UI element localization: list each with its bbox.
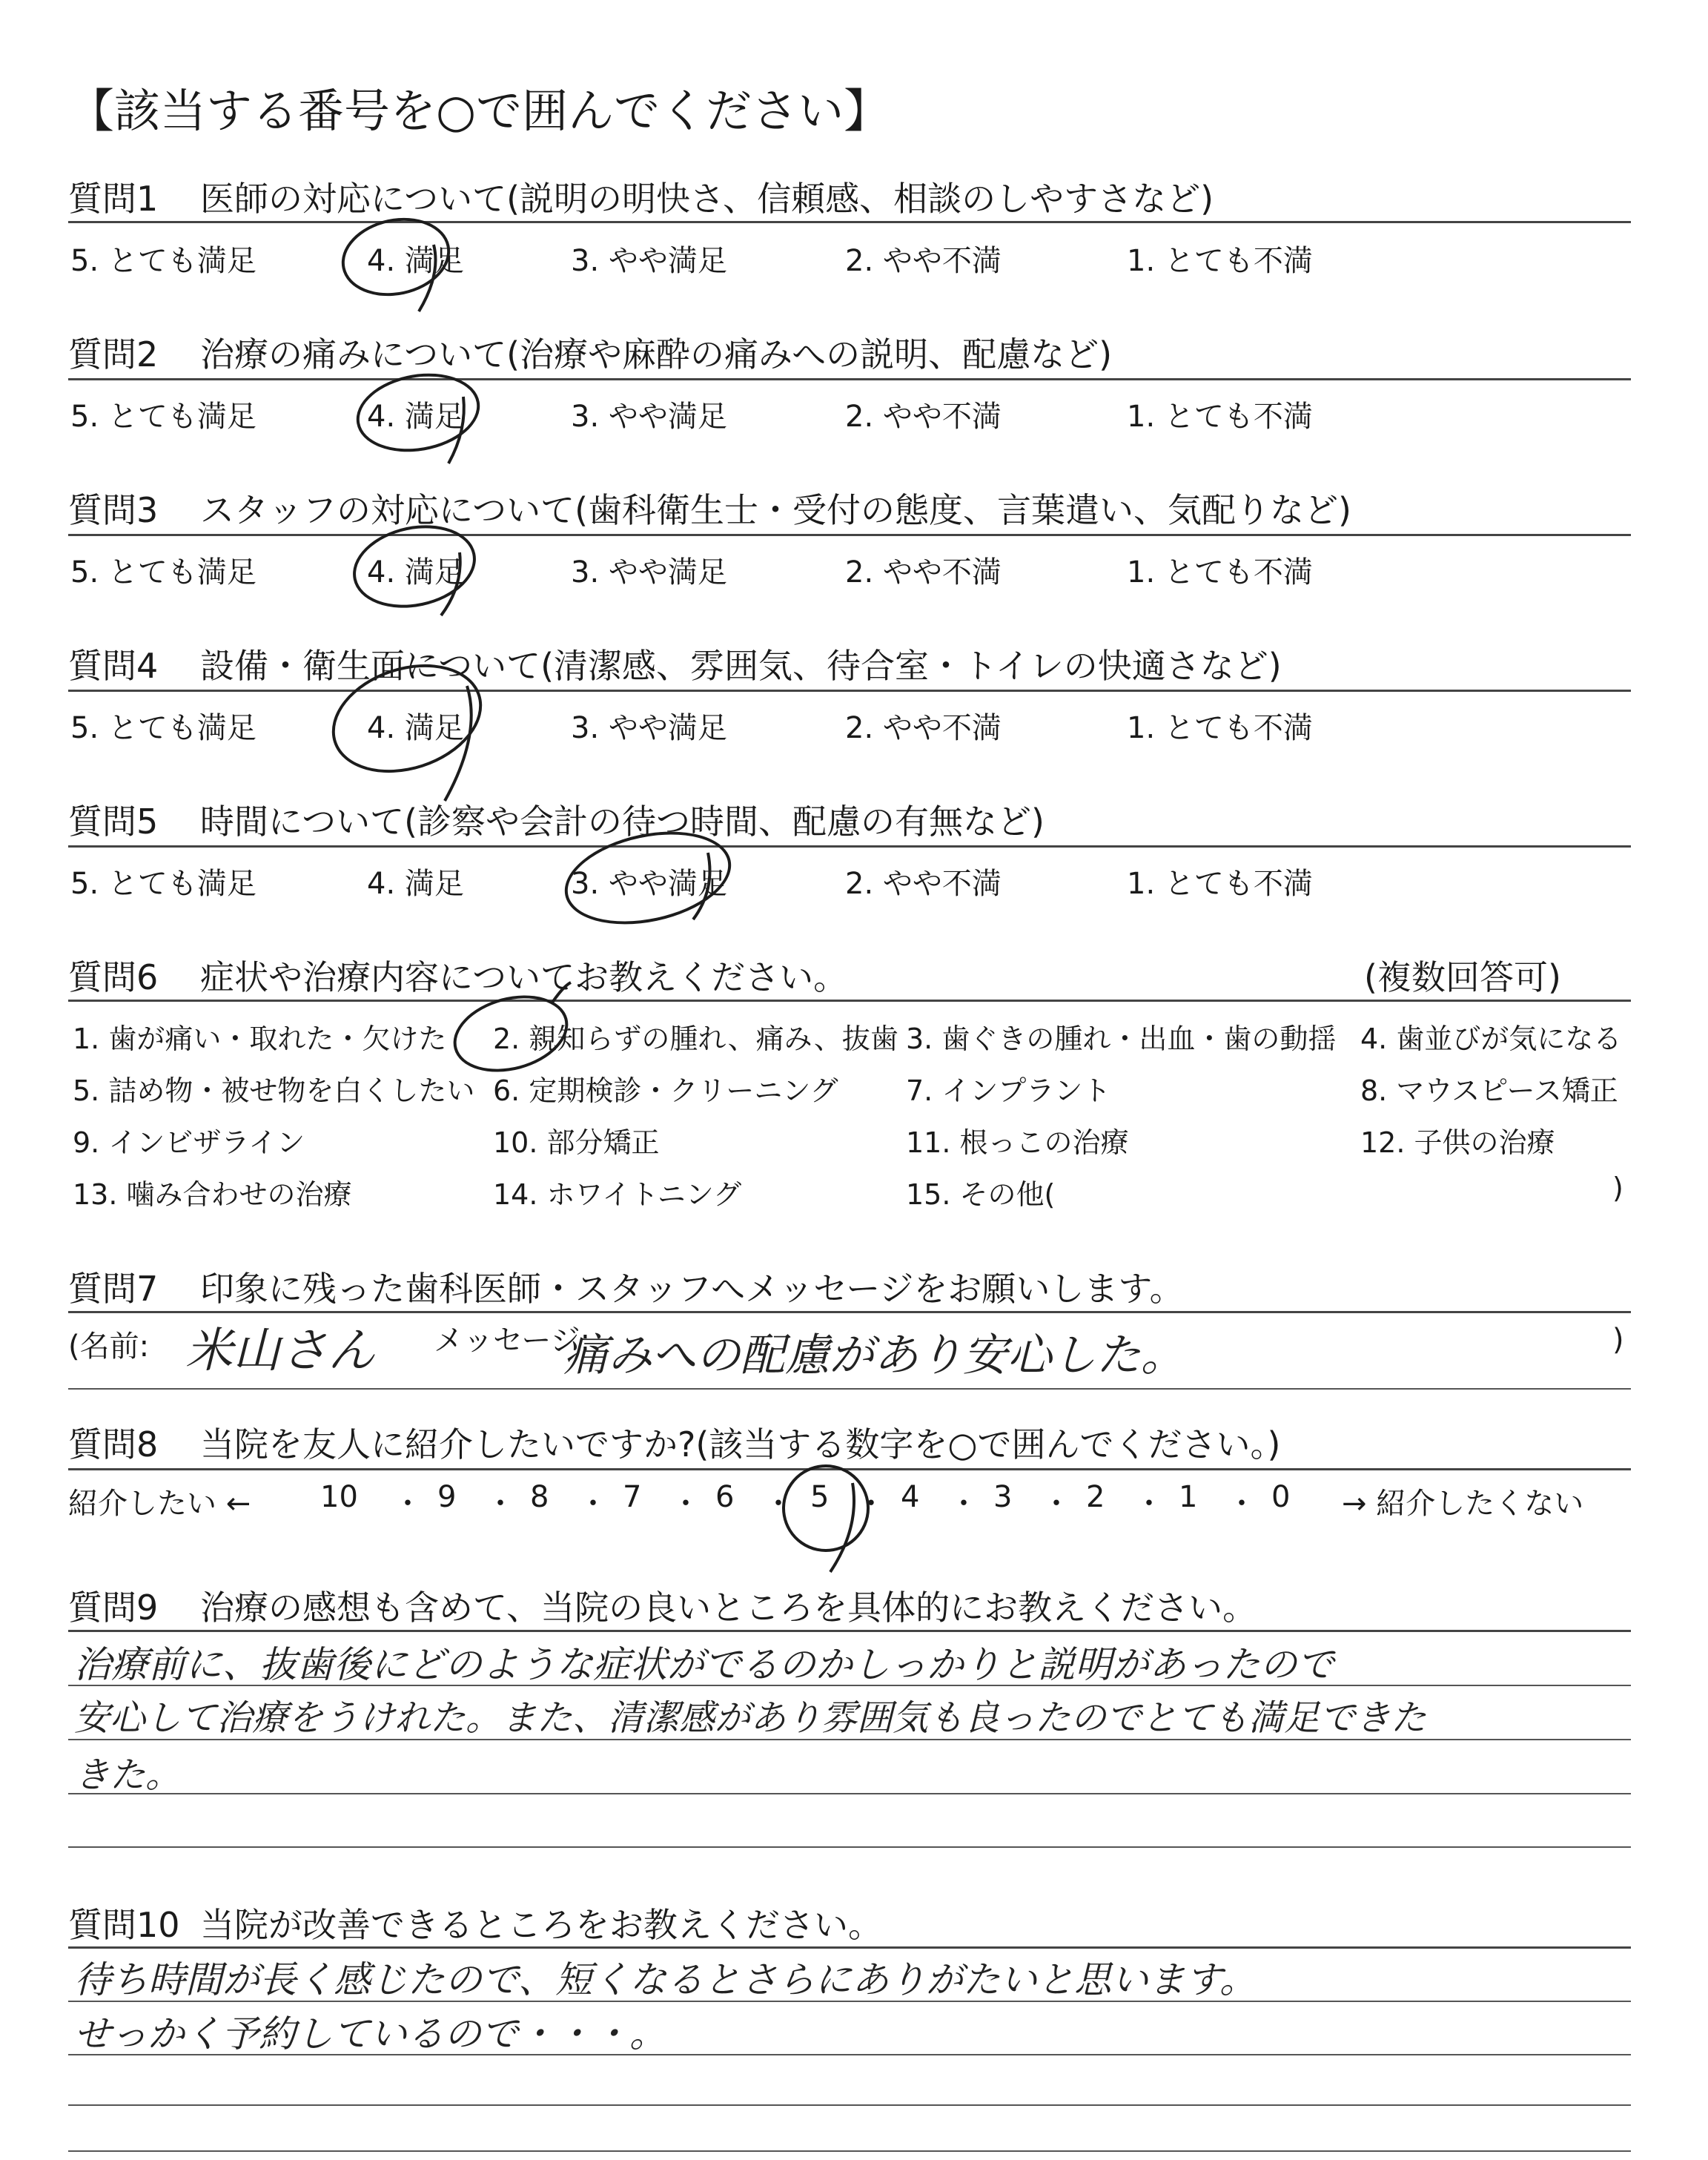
- q4-option-1[interactable]: 1. とても不満: [1127, 711, 1313, 745]
- q1-circle-tail: [419, 245, 436, 311]
- q8-scale-4[interactable]: 4: [901, 1480, 920, 1514]
- q3-option-3[interactable]: 3. やや満足: [571, 555, 727, 589]
- q6-option-14[interactable]: 14. ホワイトニング: [493, 1178, 742, 1211]
- q3-option-5[interactable]: 5. とても満足: [70, 555, 256, 589]
- q8-scale-6[interactable]: 6: [715, 1480, 735, 1514]
- q1-option-1[interactable]: 1. とても不満: [1127, 244, 1313, 278]
- q8-scale-9[interactable]: 9: [437, 1480, 457, 1514]
- q2-option-1[interactable]: 1. とても不満: [1127, 400, 1313, 434]
- q8-dot: ・: [578, 1487, 608, 1521]
- q6-circle-tail: [552, 982, 571, 1003]
- q10-answer-line-2[interactable]: せっかく予約しているので・・・。: [74, 2012, 666, 2055]
- q7-message-value[interactable]: 痛みへの配慮があり安心した。: [563, 1330, 1185, 1381]
- q6-option-3[interactable]: 3. 歯ぐきの腫れ・出血・歯の動揺: [906, 1023, 1337, 1055]
- q9-label: 質問9: [68, 1588, 159, 1628]
- q5-option-3[interactable]: 3. やや満足: [571, 867, 727, 901]
- q7-label: 質問7: [68, 1269, 159, 1309]
- q8-dot: ・: [1134, 1487, 1164, 1521]
- q8-scale-1[interactable]: 1: [1179, 1480, 1198, 1514]
- q9-answer-line-3[interactable]: きた。: [74, 1754, 182, 1796]
- q2-option-5[interactable]: 5. とても満足: [70, 400, 256, 434]
- q8-scale-0[interactable]: 0: [1271, 1480, 1291, 1514]
- q9-text: 治療の感想も含めて、当院の良いところを具体的にお教えください。: [200, 1588, 1257, 1628]
- q4-option-3[interactable]: 3. やや満足: [571, 711, 727, 745]
- q3-option-4[interactable]: 4. 満足: [367, 555, 464, 589]
- q10-label: 質問10: [68, 1905, 180, 1945]
- q3-option-2[interactable]: 2. やや不満: [845, 555, 1002, 589]
- q5-option-4[interactable]: 4. 満足: [367, 867, 464, 901]
- q8-left-label: 紹介したい ←: [68, 1487, 251, 1521]
- q3-label: 質問3: [68, 490, 159, 530]
- q6-option-7[interactable]: 7. インプラント: [906, 1074, 1111, 1107]
- q8-scale-10[interactable]: 10: [320, 1480, 358, 1514]
- q8-dot: ・: [764, 1487, 793, 1521]
- q8-scale-3[interactable]: 3: [993, 1480, 1013, 1514]
- q3-circle-tail: [441, 552, 460, 615]
- q8-scale-5[interactable]: 5: [810, 1480, 830, 1514]
- q8-circle-tail: [830, 1483, 854, 1572]
- q5-text: 時間について(診察や会計の待つ時間、配慮の有無など): [200, 802, 1045, 842]
- q1-option-4[interactable]: 4. 満足: [367, 244, 464, 278]
- q2-option-4[interactable]: 4. 満足: [367, 400, 464, 434]
- q7-close-paren: ): [1612, 1323, 1624, 1357]
- q8-scale-7[interactable]: 7: [623, 1480, 642, 1514]
- q8-text: 当院を友人に紹介したいですか?(該当する数字を○で囲んでください。): [200, 1424, 1281, 1464]
- q6-option-2[interactable]: 2. 親知らずの腫れ、痛み、抜歯: [493, 1023, 898, 1055]
- q1-option-5[interactable]: 5. とても満足: [70, 244, 256, 278]
- q2-circle-tail: [448, 397, 464, 463]
- q5-option-2[interactable]: 2. やや不満: [845, 867, 1002, 901]
- q6-option-9[interactable]: 9. インビザライン: [73, 1126, 305, 1159]
- q6-text: 症状や治療内容についてお教えください。: [200, 957, 848, 997]
- q8-scale-2[interactable]: 2: [1086, 1480, 1105, 1514]
- q5-label: 質問5: [68, 802, 159, 842]
- q2-text: 治療の痛みについて(治療や麻酔の痛みへの説明、配慮など): [200, 334, 1113, 374]
- q7-name-value[interactable]: 米山さん: [185, 1324, 375, 1378]
- q6-other-close: ): [1612, 1172, 1623, 1204]
- q5-circle-tail: [693, 853, 710, 919]
- q9-answer-line-1[interactable]: 治療前に、抜歯後にどのような症状がでるのかしっかりと説明があったので: [74, 1643, 1334, 1686]
- q6-option-15[interactable]: 15. その他(: [906, 1178, 1056, 1211]
- q8-dot: ・: [486, 1487, 515, 1521]
- q8-label: 質問8: [68, 1424, 159, 1464]
- q7-text: 印象に残った歯科医師・スタッフへメッセージをお願いします。: [200, 1269, 1184, 1309]
- q8-dot: ・: [1227, 1487, 1257, 1521]
- q8-dot: ・: [393, 1487, 423, 1521]
- q6-option-1[interactable]: 1. 歯が痛い・取れた・欠けた: [73, 1023, 447, 1055]
- q1-label: 質問1: [68, 179, 159, 219]
- q8-dot: ・: [671, 1487, 701, 1521]
- q6-option-6[interactable]: 6. 定期検診・クリーニング: [493, 1074, 838, 1107]
- q8-dot: ・: [949, 1487, 979, 1521]
- page-title: 【該当する番号を○で囲んでください】: [68, 84, 890, 138]
- q4-label: 質問4: [68, 646, 159, 686]
- q9-answer-line-2[interactable]: 安心して治療をうけれた。また、清潔感があり雰囲気も良ったのでとても満足できた: [74, 1697, 1427, 1739]
- q1-text: 医師の対応について(説明の明快さ、信頼感、相談のしやすさなど): [200, 179, 1214, 219]
- q4-option-5[interactable]: 5. とても満足: [70, 711, 256, 745]
- q5-option-1[interactable]: 1. とても不満: [1127, 867, 1313, 901]
- q4-option-2[interactable]: 2. やや不満: [845, 711, 1002, 745]
- q5-option-5[interactable]: 5. とても満足: [70, 867, 256, 901]
- q6-option-8[interactable]: 8. マウスピース矯正: [1360, 1074, 1618, 1107]
- q6-option-10[interactable]: 10. 部分矯正: [493, 1126, 660, 1159]
- q1-option-2[interactable]: 2. やや不満: [845, 244, 1002, 278]
- q6-option-12[interactable]: 12. 子供の治療: [1360, 1126, 1555, 1159]
- q7-name-label: (名前:: [68, 1330, 150, 1364]
- q2-label: 質問2: [68, 334, 159, 374]
- q4-text: 設備・衛生面について(清潔感、雰囲気、待合室・トイレの快適さなど): [200, 646, 1282, 686]
- q3-text: スタッフの対応について(歯科衛生士・受付の態度、言葉遣い、気配りなど): [200, 490, 1351, 530]
- q6-option-4[interactable]: 4. 歯並びが気になる: [1360, 1023, 1622, 1055]
- q10-answer-line-1[interactable]: 待ち時間が長く感じたので、短くなるとさらにありがたいと思います。: [74, 1958, 1257, 2001]
- q2-option-2[interactable]: 2. やや不満: [845, 400, 1002, 434]
- q6-option-5[interactable]: 5. 詰め物・被せ物を白くしたい: [73, 1074, 475, 1107]
- q6-option-13[interactable]: 13. 噛み合わせの治療: [73, 1178, 352, 1211]
- q6-option-11[interactable]: 11. 根っこの治療: [906, 1126, 1129, 1159]
- q10-text: 当院が改善できるところをお教えください。: [200, 1905, 882, 1945]
- q8-scale-8[interactable]: 8: [530, 1480, 549, 1514]
- q8-dot: ・: [856, 1487, 886, 1521]
- q7-message-label: メッセージ:: [434, 1324, 591, 1358]
- q4-option-4[interactable]: 4. 満足: [367, 711, 464, 745]
- q6-label: 質問6: [68, 957, 159, 997]
- q8-dot: ・: [1042, 1487, 1071, 1521]
- q1-option-3[interactable]: 3. やや満足: [571, 244, 727, 278]
- q6-note: (複数回答可): [1364, 957, 1561, 997]
- q2-option-3[interactable]: 3. やや満足: [571, 400, 727, 434]
- q3-option-1[interactable]: 1. とても不満: [1127, 555, 1313, 589]
- q8-right-label: → 紹介したくない: [1342, 1487, 1584, 1521]
- q4-circle-tail: [445, 686, 471, 801]
